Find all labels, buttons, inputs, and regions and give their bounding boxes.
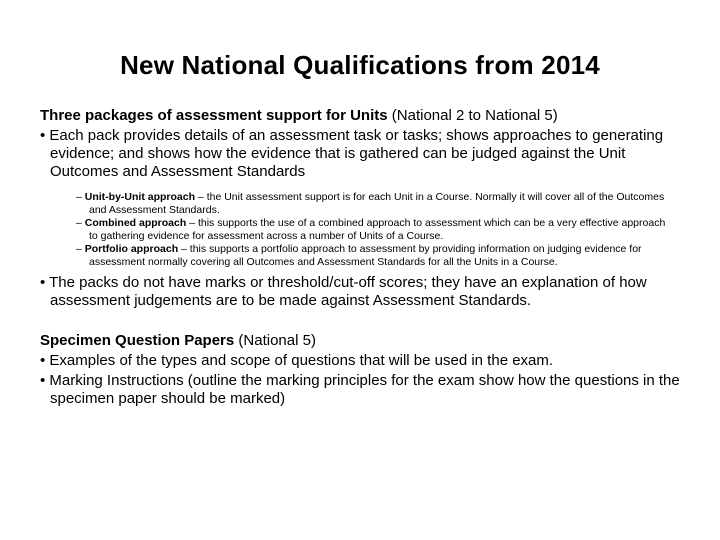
- sub-item-text: – this supports the use of a combined approach to assessment which can be a very effective approach to gathering evidence for assessment across a number of Units of a Course.: [89, 217, 666, 242]
- heading-bold-text: Three packages of assessment support for Units: [40, 107, 388, 124]
- heading-rest-text: (National 5): [234, 332, 316, 349]
- heading-bold-text: Specimen Question Papers: [40, 332, 235, 349]
- section-heading-specimen-papers: [40, 332, 688, 350]
- sub-item-label: Portfolio approach: [84, 243, 179, 255]
- slide-title: New National Qualifications from 2014: [120, 50, 600, 80]
- bullet-pack-details: • Each pack provides details of an assessment task or tasks; shows approaches to generating evidence; and shows how the evidence that is gathered can be judged against the Unit Outcomes and Assessment Standards: [40, 127, 664, 180]
- bullet-no-marks: • The packs do not have marks or threshold/cut-off scores; they have an explanation of how assessment judgements are to be made against Assessment Standards.: [40, 274, 647, 309]
- sub-item-combined: [76, 217, 676, 242]
- bullet-marking-instructions: • Marking Instructions (outline the marking principles for the exam show how the questions in the specimen paper should be marked): [40, 372, 680, 407]
- sub-item-text: – this supports a portfolio approach to assessment by providing information on judging evidence for assessment normally covering all Outcomes and Assessment Standards for all the Units in a Course.: [89, 243, 642, 268]
- sub-item-text: – the Unit assessment support is for each Unit in a Course. Normally it will cover all of the Outcomes and Assessment Standards.: [89, 191, 665, 216]
- section-heading-assessment-support: [40, 107, 688, 125]
- sub-item-label: Unit-by-Unit approach: [84, 191, 196, 203]
- sub-item-unit-by-unit: [76, 191, 676, 216]
- sub-item-label: Combined approach: [84, 217, 187, 229]
- dash: –: [76, 191, 85, 203]
- heading-rest-text: (National 2 to National 5): [387, 107, 558, 124]
- approach-list: [76, 191, 676, 268]
- slide-content: [40, 107, 688, 408]
- dash: –: [76, 217, 85, 229]
- dash: –: [76, 243, 85, 255]
- sub-item-portfolio: [76, 243, 676, 268]
- spacer: [40, 310, 688, 332]
- bullet-question-examples: • Examples of the types and scope of questions that will be used in the exam.: [40, 352, 554, 369]
